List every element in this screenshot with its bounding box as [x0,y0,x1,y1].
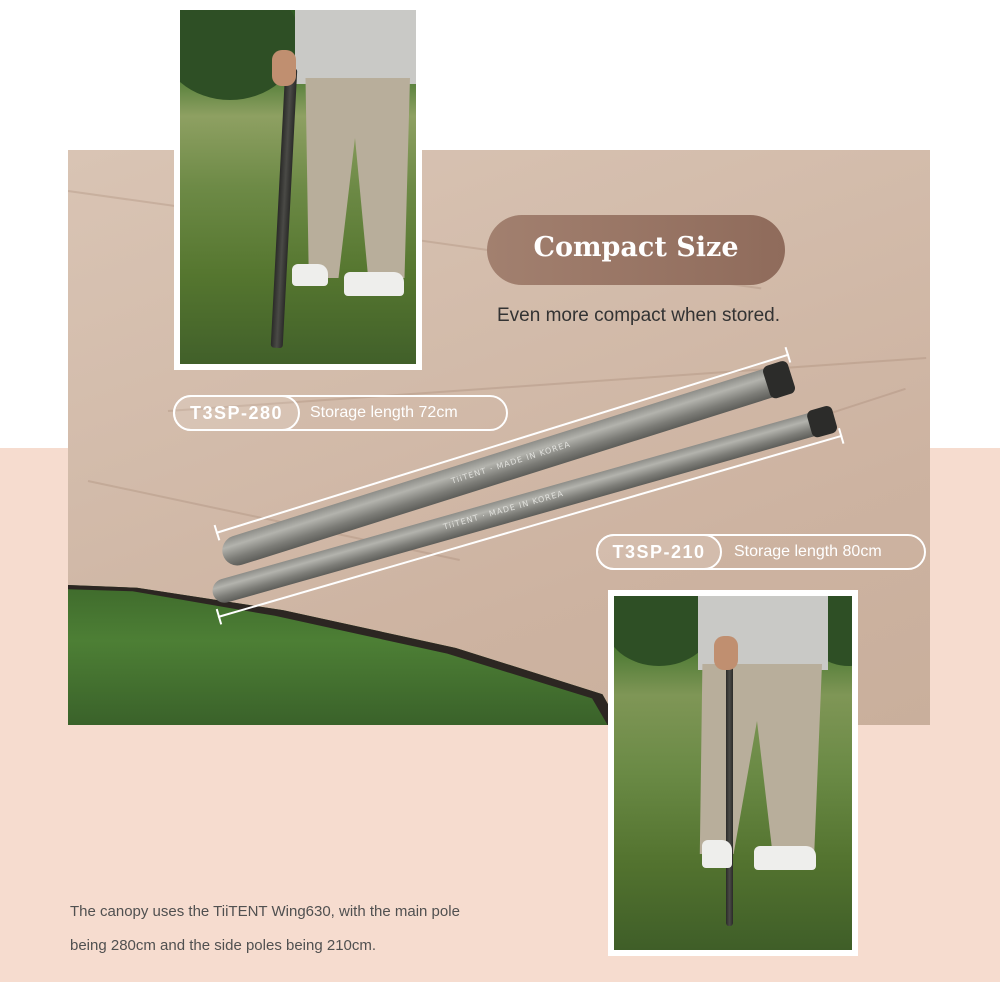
caption [70,895,570,963]
standing-pole [726,646,733,926]
pole-print: TiiTENT · MADE IN KOREA [442,488,565,532]
pole-cap [806,405,839,439]
pole-model-210: T3SP-210 [596,534,722,570]
pole-print: TiiTENT · MADE IN KOREA [450,439,572,486]
caption-line-1: The canopy uses the TiiTENT Wing630, with the main pole [70,903,460,920]
pole-storage-210: Storage length 80cm [734,543,882,560]
pole-storage-280: Storage length 72cm [310,404,458,421]
standing-pole [271,68,298,348]
pole-model-280: T3SP-280 [173,395,300,431]
person-pants [692,664,822,854]
lifestyle-photo-top [174,4,422,370]
lifestyle-photo-bottom [608,590,858,956]
headline: Compact Size [533,232,739,263]
caption-line-2: being 280cm and the side poles being 210cm. [70,937,377,954]
person-pants [300,78,410,278]
person-shirt [295,10,416,84]
shoe [292,264,328,286]
shoe [702,840,732,868]
shoe [344,272,404,296]
hand [714,636,738,670]
subheadline: Even more compact when stored. [497,305,781,326]
hand [272,50,296,86]
shoe [754,846,816,870]
